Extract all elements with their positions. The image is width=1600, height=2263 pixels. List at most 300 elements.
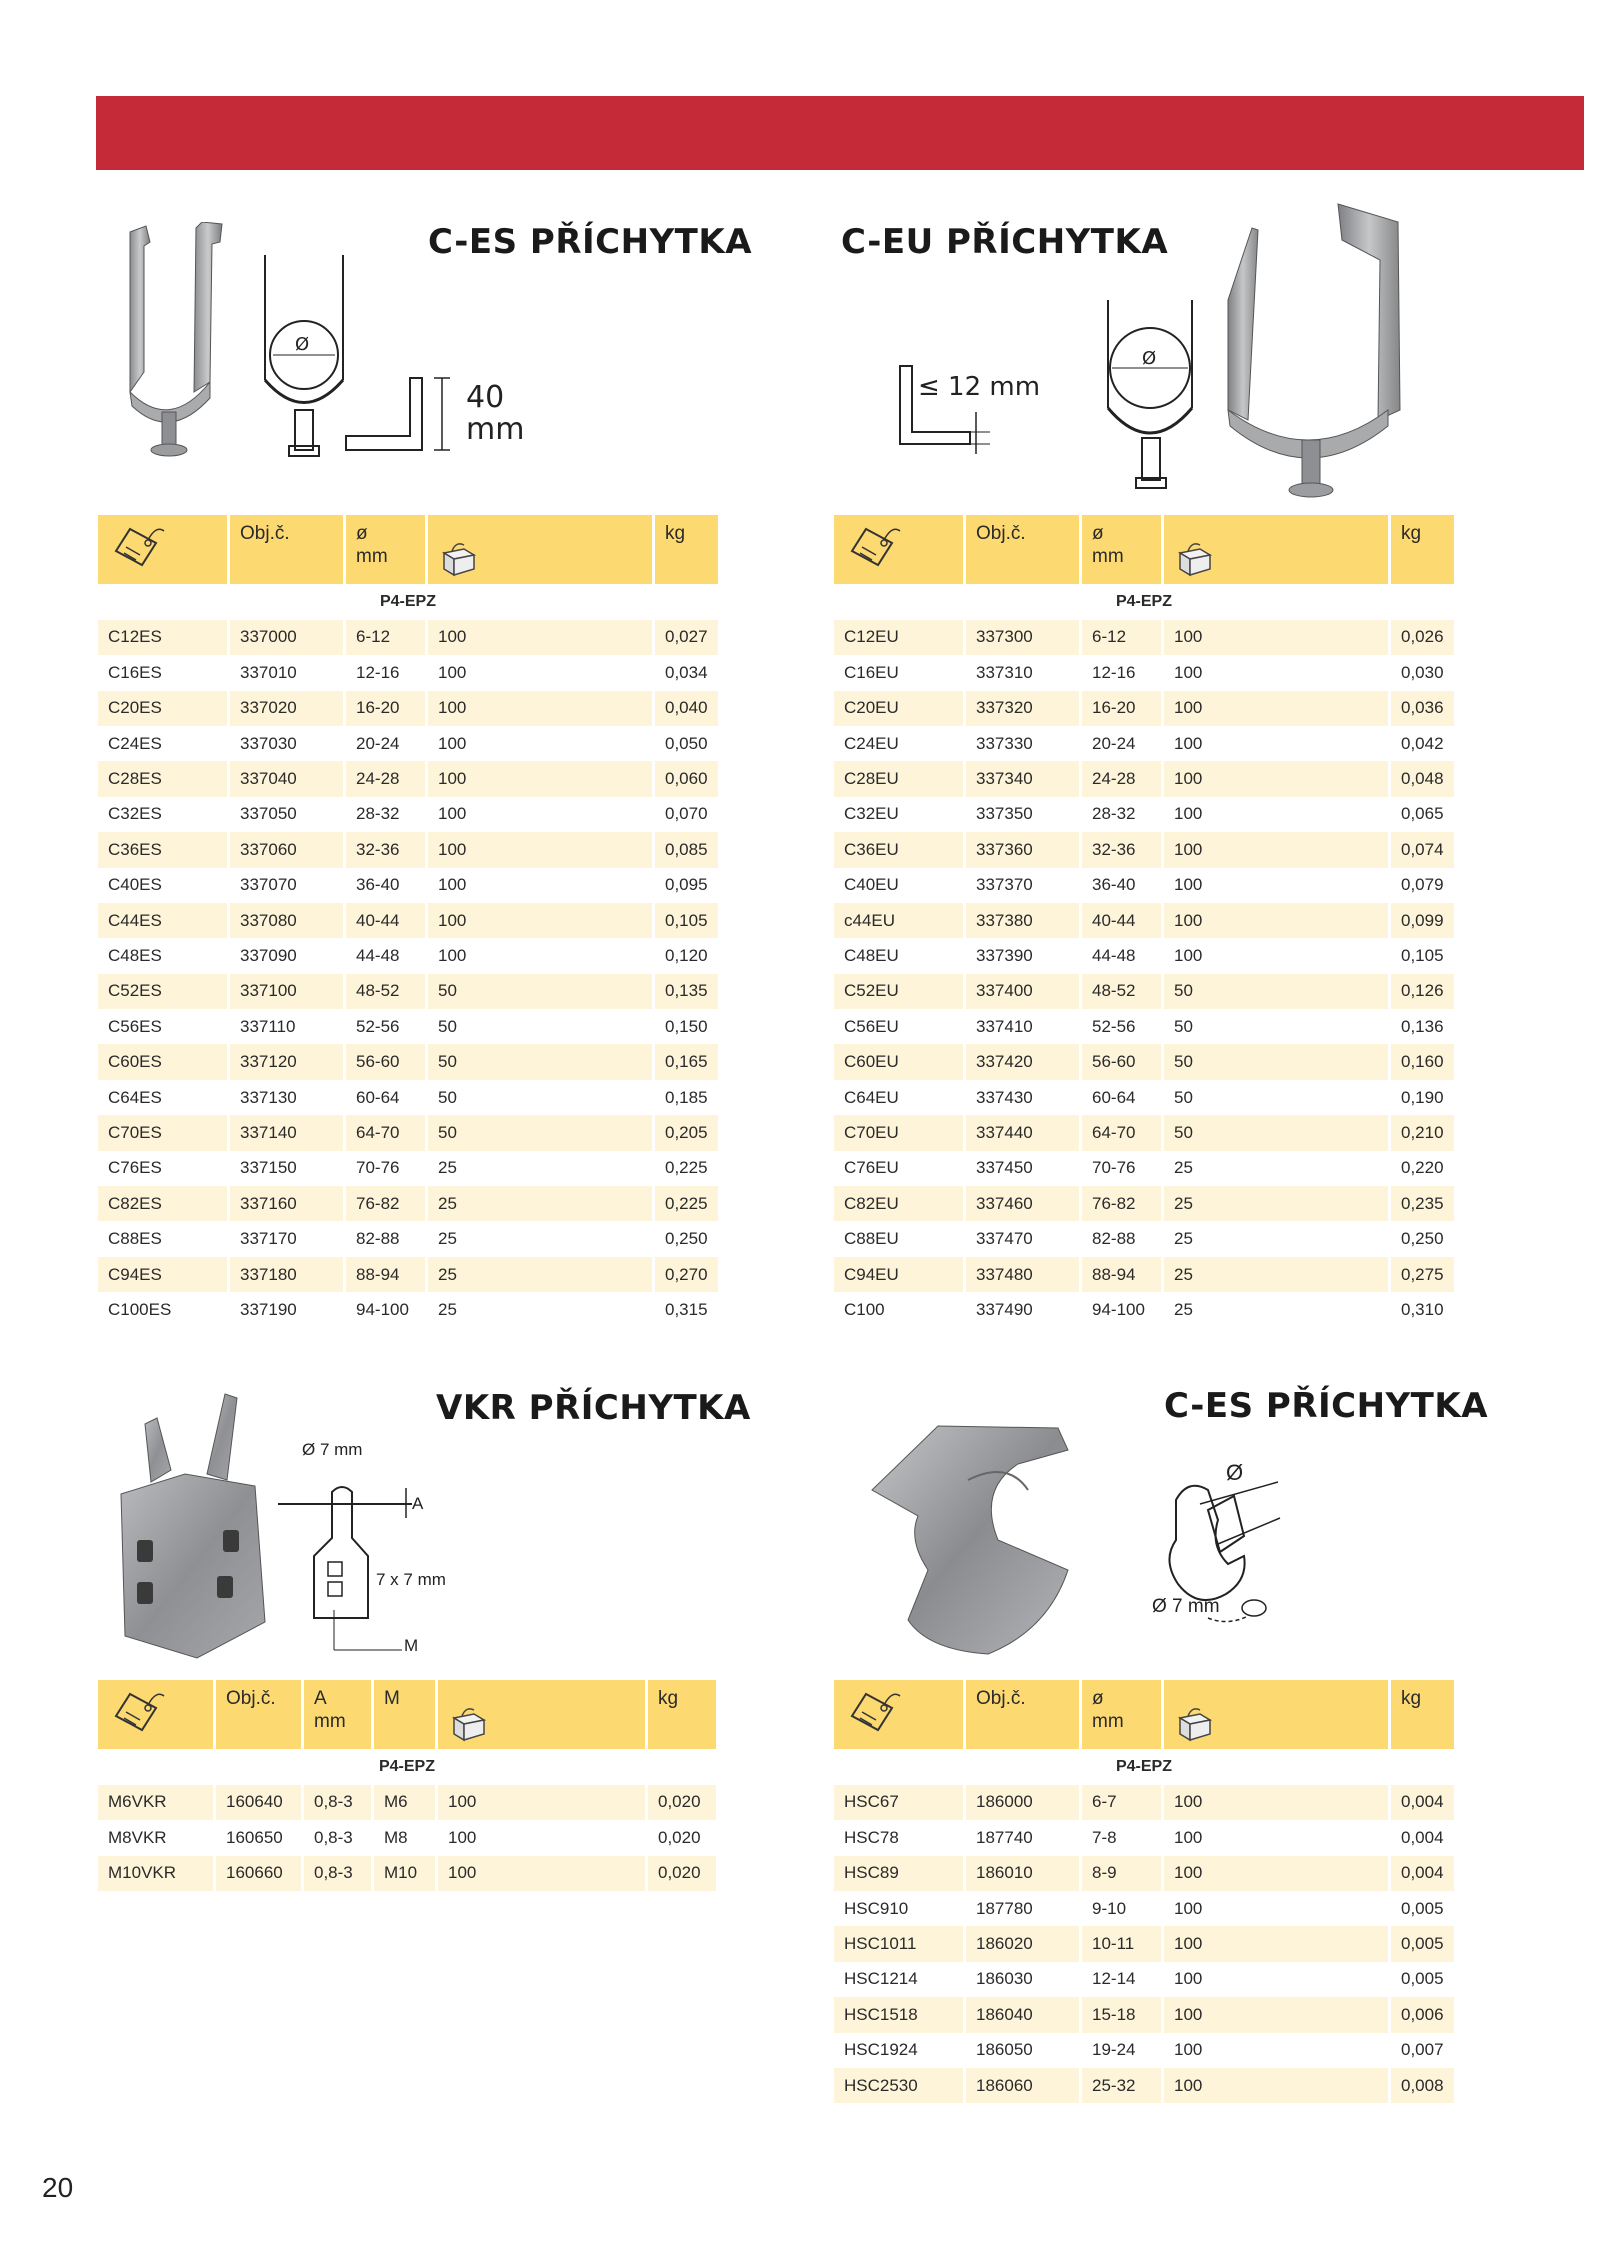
- table-cell: M8: [374, 1820, 438, 1855]
- table-cell: 100: [1164, 797, 1391, 832]
- table-cell: 0,205: [655, 1115, 718, 1150]
- table-cell: 337300: [966, 620, 1082, 655]
- table-cell: 20-24: [1082, 726, 1164, 761]
- table-cell: 100: [1164, 726, 1391, 761]
- table-row: [98, 1044, 718, 1079]
- table-cell: C76EU: [834, 1151, 966, 1186]
- table-cell: 32-36: [1082, 832, 1164, 867]
- table-cell: 0,310: [1391, 1292, 1454, 1327]
- col-code: Obj.č.: [216, 1680, 304, 1749]
- section-title-c-es-hsc: C-ES PŘÍCHYTKA: [1164, 1386, 1489, 1426]
- table-row: [834, 1009, 1454, 1044]
- table-cell: C36ES: [98, 832, 230, 867]
- table-cell: 6-12: [1082, 620, 1164, 655]
- table-cell: 0,048: [1391, 761, 1454, 796]
- table-cell: 337340: [966, 761, 1082, 796]
- table-cell: 25: [428, 1292, 655, 1327]
- table-cell: 187740: [966, 1820, 1082, 1855]
- table-cell: 25: [428, 1257, 655, 1292]
- group-label: P4-EPZ: [98, 1749, 716, 1785]
- col-weight: kg: [648, 1680, 716, 1749]
- table-cell: 50: [1164, 974, 1391, 1009]
- table-cell: 25: [428, 1221, 655, 1256]
- table-cell: HSC1518: [834, 1997, 966, 2032]
- table-cell: 337390: [966, 938, 1082, 973]
- thickness-symbol: A: [314, 1688, 327, 1709]
- table-cell: 337360: [966, 832, 1082, 867]
- table-cell: 337420: [966, 1044, 1082, 1079]
- table-cell: 0,150: [655, 1009, 718, 1044]
- table-row: [834, 903, 1454, 938]
- col-tag: [98, 1680, 216, 1749]
- table-cell: 186040: [966, 1997, 1082, 2032]
- group-label: P4-EPZ: [98, 584, 718, 620]
- section-title-c-es: C-ES PŘÍCHYTKA: [428, 222, 753, 262]
- table-cell: M10VKR: [98, 1856, 216, 1891]
- table-cell: 0,036: [1391, 691, 1454, 726]
- table-cell: 0,165: [655, 1044, 718, 1079]
- col-package: [438, 1680, 648, 1749]
- table-cell: 337100: [230, 974, 346, 1009]
- table-cell: C20ES: [98, 691, 230, 726]
- table-cell: HSC1924: [834, 2033, 966, 2068]
- table-cell: 0,070: [655, 797, 718, 832]
- table-cell: 25: [1164, 1186, 1391, 1221]
- table-cell: 0,095: [655, 868, 718, 903]
- table-cell: 0,020: [648, 1856, 716, 1891]
- price-tag-icon: [108, 523, 168, 569]
- table-cell: C70EU: [834, 1115, 966, 1150]
- vkr-square-size-label: 7 x 7 mm: [376, 1570, 446, 1589]
- table-cell: C28EU: [834, 761, 966, 796]
- table-c-es-hsc: [834, 1680, 1454, 2103]
- table-cell: 337320: [966, 691, 1082, 726]
- table-cell: 337010: [230, 655, 346, 690]
- table-cell: 12-16: [346, 655, 428, 690]
- table-cell: 0,004: [1391, 1856, 1454, 1891]
- table-cell: 0,026: [1391, 620, 1454, 655]
- col-diameter: [1082, 515, 1164, 584]
- table-cell: 20-24: [346, 726, 428, 761]
- table-cell: 9-10: [1082, 1891, 1164, 1926]
- table-cell: 0,027: [655, 620, 718, 655]
- table-row: [834, 761, 1454, 796]
- table-cell: 0,005: [1391, 1926, 1454, 1961]
- table-cell: 100: [1164, 1891, 1391, 1926]
- table-cell: 0,050: [655, 726, 718, 761]
- table-cell: 0,160: [1391, 1044, 1454, 1079]
- table-row: [834, 655, 1454, 690]
- table-cell: 337120: [230, 1044, 346, 1079]
- table-cell: 0,040: [655, 691, 718, 726]
- table-cell: C88EU: [834, 1221, 966, 1256]
- table-cell: C60ES: [98, 1044, 230, 1079]
- table-cell: 24-28: [346, 761, 428, 796]
- table-row: [834, 1962, 1454, 1997]
- table-cell: 160660: [216, 1856, 304, 1891]
- table-cell: 60-64: [1082, 1080, 1164, 1115]
- table-cell: 0,225: [655, 1151, 718, 1186]
- table-cell: 100: [1164, 903, 1391, 938]
- table-cell: 82-88: [346, 1221, 428, 1256]
- table-cell: c44EU: [834, 903, 966, 938]
- table-row: [98, 761, 718, 796]
- table-cell: 60-64: [346, 1080, 428, 1115]
- table-cell: 15-18: [1082, 1997, 1164, 2032]
- table-row: [98, 797, 718, 832]
- table-row: [834, 1891, 1454, 1926]
- table-cell: 0,085: [655, 832, 718, 867]
- table-cell: 100: [428, 620, 655, 655]
- table-cell: 0,099: [1391, 903, 1454, 938]
- table-cell: 10-11: [1082, 1926, 1164, 1961]
- table-cell: 160640: [216, 1785, 304, 1820]
- table-cell: 337450: [966, 1151, 1082, 1186]
- table-cell: 0,105: [655, 903, 718, 938]
- table-cell: 25: [1164, 1257, 1391, 1292]
- svg-text:Ø: Ø: [1142, 348, 1157, 369]
- table-cell: 337310: [966, 655, 1082, 690]
- table-cell: 88-94: [1082, 1257, 1164, 1292]
- table-cell: 0,126: [1391, 974, 1454, 1009]
- price-tag-icon: [844, 523, 904, 569]
- table-cell: 337470: [966, 1221, 1082, 1256]
- table-cell: C56EU: [834, 1009, 966, 1044]
- table-cell: 0,185: [655, 1080, 718, 1115]
- table-cell: C100ES: [98, 1292, 230, 1327]
- vkr-hole-diameter-label: Ø 7 mm: [302, 1440, 363, 1459]
- table-cell: 0,005: [1391, 1962, 1454, 1997]
- table-cell: 100: [1164, 868, 1391, 903]
- table-cell: 100: [428, 691, 655, 726]
- table-cell: 100: [438, 1820, 648, 1855]
- table-cell: 56-60: [346, 1044, 428, 1079]
- table-cell: C94ES: [98, 1257, 230, 1292]
- table-row: [834, 1080, 1454, 1115]
- svg-text:Ø: Ø: [295, 334, 310, 355]
- table-cell: 25: [428, 1151, 655, 1186]
- table-cell: 0,079: [1391, 868, 1454, 903]
- table-cell: 76-82: [346, 1186, 428, 1221]
- table-cell: C82EU: [834, 1186, 966, 1221]
- table-cell: 0,190: [1391, 1080, 1454, 1115]
- table-cell: 8-9: [1082, 1856, 1164, 1891]
- table-cell: 0,225: [655, 1186, 718, 1221]
- table-row: [834, 1926, 1454, 1961]
- table-row: [98, 691, 718, 726]
- table-row: [834, 1785, 1454, 1820]
- col-code: Obj.č.: [230, 515, 346, 584]
- table-cell: 0,030: [1391, 655, 1454, 690]
- table-cell: 100: [1164, 2033, 1391, 2068]
- table-row: [98, 1080, 718, 1115]
- c-es-dimension-label: [466, 382, 524, 445]
- c-eu-cross-section-drawing: [1100, 298, 1200, 498]
- table-row: [98, 903, 718, 938]
- table-cell: 337440: [966, 1115, 1082, 1150]
- table-cell: 0,8-3: [304, 1820, 374, 1855]
- table-cell: 70-76: [1082, 1151, 1164, 1186]
- col-tag: [834, 515, 966, 584]
- table-cell: M6: [374, 1785, 438, 1820]
- price-tag-icon: [844, 1688, 904, 1734]
- table-cell: 0,210: [1391, 1115, 1454, 1150]
- table-cell: 48-52: [1082, 974, 1164, 1009]
- table-cell: 337040: [230, 761, 346, 796]
- group-label: P4-EPZ: [834, 584, 1454, 620]
- col-diameter: [346, 515, 428, 584]
- col-tag: [98, 515, 230, 584]
- section-title-vkr: VKR PŘÍCHYTKA: [436, 1388, 751, 1428]
- table-row: [834, 1221, 1454, 1256]
- table-cell: 25: [1164, 1292, 1391, 1327]
- table-cell: HSC89: [834, 1856, 966, 1891]
- table-cell: 0,007: [1391, 2033, 1454, 2068]
- table-cell: 337000: [230, 620, 346, 655]
- table-cell: 337140: [230, 1115, 346, 1150]
- table-row: [834, 1820, 1454, 1855]
- table-cell: C32ES: [98, 797, 230, 832]
- table-cell: 50: [428, 974, 655, 1009]
- table-cell: M10: [374, 1856, 438, 1891]
- table-cell: 337190: [230, 1292, 346, 1327]
- table-cell: 24-28: [1082, 761, 1164, 796]
- table-cell: 337030: [230, 726, 346, 761]
- table-cell: 0,020: [648, 1820, 716, 1855]
- table-cell: M8VKR: [98, 1820, 216, 1855]
- table-cell: C56ES: [98, 1009, 230, 1044]
- table-cell: 64-70: [346, 1115, 428, 1150]
- table-row: [834, 620, 1454, 655]
- table-cell: 100: [438, 1856, 648, 1891]
- table-cell: 36-40: [1082, 868, 1164, 903]
- table-cell: C52EU: [834, 974, 966, 1009]
- table-cell: 186020: [966, 1926, 1082, 1961]
- table-cell: C60EU: [834, 1044, 966, 1079]
- table-row: [98, 1186, 718, 1221]
- table-cell: 88-94: [346, 1257, 428, 1292]
- table-cell: 0,008: [1391, 2068, 1454, 2103]
- table-cell: C24ES: [98, 726, 230, 761]
- table-row: [834, 1186, 1454, 1221]
- vkr-thread-label: M: [404, 1636, 419, 1655]
- table-row: [98, 1292, 718, 1327]
- table-cell: 100: [428, 726, 655, 761]
- table-cell: 337460: [966, 1186, 1082, 1221]
- table-cell: 0,004: [1391, 1785, 1454, 1820]
- table-row: [834, 1115, 1454, 1150]
- table-cell: 100: [1164, 938, 1391, 973]
- table-cell: C16ES: [98, 655, 230, 690]
- table-cell: 50: [428, 1080, 655, 1115]
- table-cell: 0,020: [648, 1785, 716, 1820]
- table-cell: 50: [1164, 1080, 1391, 1115]
- table-cell: 50: [428, 1009, 655, 1044]
- table-cell: 56-60: [1082, 1044, 1164, 1079]
- table-row: [834, 832, 1454, 867]
- table-cell: 337480: [966, 1257, 1082, 1292]
- table-row: [98, 868, 718, 903]
- table-row: [98, 938, 718, 973]
- table-cell: 337410: [966, 1009, 1082, 1044]
- table-cell: 337070: [230, 868, 346, 903]
- table-cell: 100: [1164, 691, 1391, 726]
- section-title-c-eu: C-EU PŘÍCHYTKA: [841, 222, 1169, 262]
- table-c-es: [98, 515, 718, 1328]
- c-eu-clip-photo: [1218, 200, 1428, 500]
- table-cell: 0,8-3: [304, 1856, 374, 1891]
- table-row: [834, 1856, 1454, 1891]
- table-cell: 40-44: [1082, 903, 1164, 938]
- col-weight: kg: [1391, 515, 1454, 584]
- col-weight: kg: [655, 515, 718, 584]
- table-cell: 0,006: [1391, 1997, 1454, 2032]
- table-cell: 100: [428, 761, 655, 796]
- table-row: [98, 1151, 718, 1186]
- package-box-icon: [438, 537, 478, 577]
- diameter-unit: mm: [1092, 1710, 1124, 1732]
- table-cell: 44-48: [346, 938, 428, 973]
- table-cell: 186030: [966, 1962, 1082, 1997]
- table-cell: 52-56: [346, 1009, 428, 1044]
- table-cell: 25: [1164, 1151, 1391, 1186]
- vkr-dimension-a-label: A: [412, 1494, 424, 1513]
- table-cell: 100: [438, 1785, 648, 1820]
- table-cell: 0,136: [1391, 1009, 1454, 1044]
- table-cell: 337400: [966, 974, 1082, 1009]
- table-cell: 337060: [230, 832, 346, 867]
- table-cell: 94-100: [1082, 1292, 1164, 1327]
- table-cell: 0,074: [1391, 832, 1454, 867]
- table-row: [98, 1785, 716, 1820]
- table-cell: 0,005: [1391, 1891, 1454, 1926]
- diameter-symbol: ø: [1092, 1688, 1104, 1709]
- table-cell: 337150: [230, 1151, 346, 1186]
- table-cell: 0,315: [655, 1292, 718, 1327]
- table-cell: C64EU: [834, 1080, 966, 1115]
- table-cell: 0,065: [1391, 797, 1454, 832]
- col-package: [428, 515, 655, 584]
- diameter-unit: mm: [356, 545, 388, 567]
- table-cell: 50: [1164, 1115, 1391, 1150]
- table-cell: 337020: [230, 691, 346, 726]
- table-cell: 337180: [230, 1257, 346, 1292]
- table-cell: C94EU: [834, 1257, 966, 1292]
- diameter-unit: mm: [1092, 545, 1124, 567]
- table-row: [98, 726, 718, 761]
- vkr-clip-photo: [115, 1390, 275, 1660]
- table-cell: 16-20: [346, 691, 428, 726]
- table-cell: 82-88: [1082, 1221, 1164, 1256]
- table-cell: 94-100: [346, 1292, 428, 1327]
- table-cell: 0,120: [655, 938, 718, 973]
- table-cell: C12ES: [98, 620, 230, 655]
- table-cell: 0,250: [655, 1221, 718, 1256]
- table-cell: 40-44: [346, 903, 428, 938]
- table-row: [834, 691, 1454, 726]
- table-cell: 100: [1164, 761, 1391, 796]
- table-cell: 337050: [230, 797, 346, 832]
- table-cell: C100: [834, 1292, 966, 1327]
- table-row: [98, 1009, 718, 1044]
- table-cell: 100: [1164, 620, 1391, 655]
- table-cell: 28-32: [1082, 797, 1164, 832]
- table-cell: 337170: [230, 1221, 346, 1256]
- col-package: [1164, 1680, 1391, 1749]
- table-row: [834, 938, 1454, 973]
- price-tag-icon: [108, 1688, 168, 1734]
- table-cell: 16-20: [1082, 691, 1164, 726]
- table-row: [98, 1115, 718, 1150]
- group-label: P4-EPZ: [834, 1749, 1454, 1785]
- table-cell: 100: [428, 655, 655, 690]
- table-cell: C28ES: [98, 761, 230, 796]
- table-cell: C48EU: [834, 938, 966, 973]
- table-cell: 100: [1164, 1962, 1391, 1997]
- table-cell: 6-7: [1082, 1785, 1164, 1820]
- table-cell: 160650: [216, 1820, 304, 1855]
- table-cell: 100: [1164, 1856, 1391, 1891]
- table-row: [834, 1044, 1454, 1079]
- table-cell: C20EU: [834, 691, 966, 726]
- table-cell: 0,275: [1391, 1257, 1454, 1292]
- vkr-technical-drawing: [272, 1438, 472, 1658]
- package-box-icon: [448, 1702, 488, 1742]
- col-code: Obj.č.: [966, 515, 1082, 584]
- col-weight: kg: [1391, 1680, 1454, 1749]
- table-row: [834, 726, 1454, 761]
- table-cell: 64-70: [1082, 1115, 1164, 1150]
- diameter-symbol: ø: [356, 523, 368, 544]
- table-cell: C32EU: [834, 797, 966, 832]
- table-row: [834, 1151, 1454, 1186]
- table-vkr: [98, 1680, 716, 1891]
- table-cell: 337350: [966, 797, 1082, 832]
- table-c-eu: [834, 515, 1454, 1328]
- table-cell: 12-16: [1082, 655, 1164, 690]
- table-cell: 44-48: [1082, 938, 1164, 973]
- table-row: [98, 974, 718, 1009]
- table-cell: HSC2530: [834, 2068, 966, 2103]
- table-row: [834, 1292, 1454, 1327]
- table-cell: 12-14: [1082, 1962, 1164, 1997]
- hsc-clip-photo: [868, 1420, 1088, 1660]
- table-cell: C48ES: [98, 938, 230, 973]
- table-cell: 50: [1164, 1044, 1391, 1079]
- table-cell: 186010: [966, 1856, 1082, 1891]
- table-cell: C12EU: [834, 620, 966, 655]
- table-cell: C36EU: [834, 832, 966, 867]
- top-red-band: [96, 96, 1584, 170]
- table-cell: 186060: [966, 2068, 1082, 2103]
- table-row: [834, 974, 1454, 1009]
- col-package: [1164, 515, 1391, 584]
- table-cell: HSC78: [834, 1820, 966, 1855]
- table-cell: 337430: [966, 1080, 1082, 1115]
- table-row: [834, 797, 1454, 832]
- table-row: [98, 1221, 718, 1256]
- table-cell: 100: [428, 832, 655, 867]
- table-cell: 187780: [966, 1891, 1082, 1926]
- col-tag: [834, 1680, 966, 1749]
- table-cell: HSC910: [834, 1891, 966, 1926]
- table-cell: C82ES: [98, 1186, 230, 1221]
- table-row: [834, 2068, 1454, 2103]
- table-cell: 100: [428, 938, 655, 973]
- table-cell: 70-76: [346, 1151, 428, 1186]
- table-cell: 337110: [230, 1009, 346, 1044]
- col-code: Obj.č.: [966, 1680, 1082, 1749]
